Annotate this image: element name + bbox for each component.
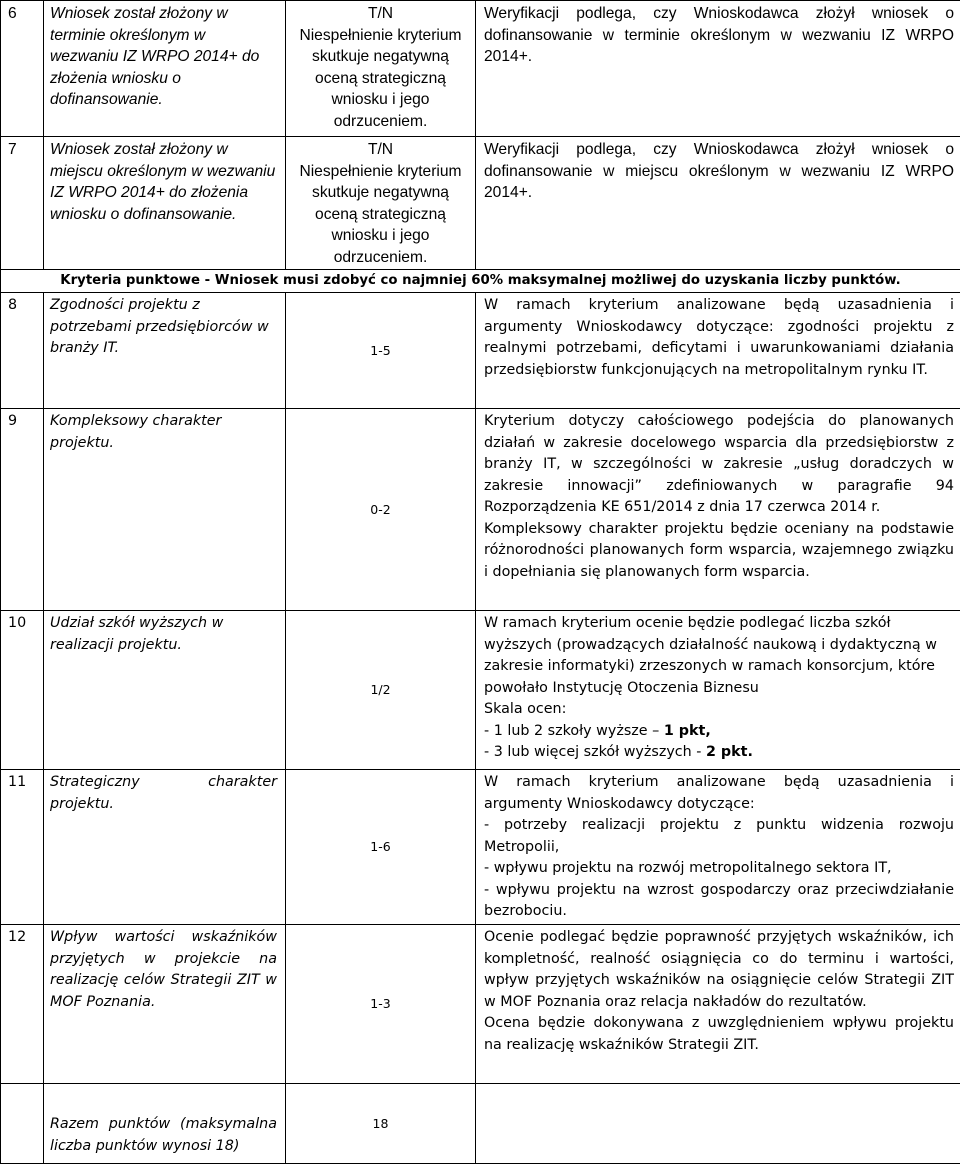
score-value: T/N: [286, 139, 475, 161]
table-row: [1, 137, 960, 270]
criterion-name: Zgodności projektu z potrzebami przedsiębiorców w branży IT.: [44, 293, 286, 409]
criterion-score: [286, 137, 476, 270]
criterion-description: [476, 925, 960, 1084]
description-paragraph: W ramach kryterium analizowane będą uzasadnienia i argumenty Wnioskodawcy dotyczące:: [484, 772, 954, 815]
score-note: Niespełnienie kryterium skutkuje negatywną oceną strategiczną wniosku i jego odrzuceniem.: [286, 25, 475, 133]
criterion-name-text: Wniosek został złożony w miejscu określonym w wezwaniu IZ WRPO 2014+ do złożenia wniosku o dofinansowanie.: [50, 141, 275, 223]
description-bullet: - wpływu projektu na rozwój metropolitalnego sektora IT,: [484, 858, 954, 880]
criterion-description: [476, 611, 960, 770]
criterion-name-word: projektu.: [50, 794, 277, 816]
table-row: [1, 293, 960, 409]
criterion-description: Weryfikacji podlega, czy Wnioskodawca złożył wniosek o dofinansowanie w miejscu określonym w wezwaniu IZ WRPO 2014+.: [476, 137, 960, 270]
criterion-score: 1/2: [286, 611, 476, 770]
description-paragraph: Kryterium dotyczy całościowego podejścia do planowanych działań w zakresie docelowego wsparcia dla przedsiębiorstw z branży IT, w szczególności w zakresie „usług doradczych w zakresie innowacji” zdefiniowanych w paragrafie 94 Rozporządzenia KE 651/2014 z dnia 17 czerwca 2014 r.: [484, 411, 954, 519]
criterion-name-word: charakter: [208, 772, 277, 794]
description-paragraph: Ocena będzie dokonywana z uwzględnieniem wpływu projektu na realizację wskaźników Strategii ZIT.: [484, 1013, 954, 1056]
row-number: 12: [1, 925, 44, 1084]
criterion-name: Kompleksowy charakter projektu.: [44, 409, 286, 611]
row-number: 7: [1, 137, 44, 270]
table-row: [1, 770, 960, 925]
criterion-score: 1-6: [286, 770, 476, 925]
table-row: [1, 611, 960, 770]
scale-item-text: - 1 lub 2 szkoły wyższe –: [484, 723, 664, 739]
scale-item-points: 2 pkt.: [706, 744, 753, 760]
score-note: Niespełnienie kryterium skutkuje negatywną oceną strategiczną wniosku i jego odrzuceniem.: [286, 161, 475, 269]
description-paragraph: W ramach kryterium ocenie będzie podlegać liczba szkół wyższych (prowadzących działalność naukową i dydaktyczną w zakresie informatyki) zrzeszonych w ramach konsorcjum, które powołało Instytucję Otoczenia Biznesu: [484, 613, 954, 699]
description-bullet: - wpływu projektu na wzrost gospodarczy oraz przeciwdziałanie bezrobociu.: [484, 880, 954, 923]
row-number: 9: [1, 409, 44, 611]
criterion-description: Weryfikacji podlega, czy Wnioskodawca złożył wniosek o dofinansowanie w terminie określonym w wezwaniu IZ WRPO 2014+.: [476, 1, 960, 137]
score-value: T/N: [286, 3, 475, 25]
scale-item: [484, 721, 954, 743]
scale-label: Skala ocen:: [484, 699, 954, 721]
description-bullet: - potrzeby realizacji projektu z punktu widzenia rozwoju Metropolii,: [484, 815, 954, 858]
scale-item-text: - 3 lub więcej szkół wyższych -: [484, 744, 706, 760]
criterion-score: 1-5: [286, 293, 476, 409]
empty-cell: [476, 1084, 960, 1164]
criterion-score: 1-3: [286, 925, 476, 1084]
criterion-score: [286, 1, 476, 137]
scale-item: [484, 742, 954, 764]
criterion-name: [44, 1, 286, 137]
total-label: Razem punktów (maksymalna liczba punktów wynosi 18): [44, 1084, 286, 1164]
table-row: [1, 409, 960, 611]
scale-item-points: 1 pkt,: [664, 723, 711, 739]
row-number: 10: [1, 611, 44, 770]
row-number: 8: [1, 293, 44, 409]
row-number: 11: [1, 770, 44, 925]
description-paragraph: Ocenie podlegać będzie poprawność przyjętych wskaźników, ich kompletność, realność osiągnięcia co do terminu i wartości, wpływ przyjętych wskaźników na osiągnięcie celów Strategii ZIT w MOF Poznania oraz relacja nakładów do rezultatów.: [484, 927, 954, 1013]
criterion-name-text: Wniosek został złożony w terminie określonym w wezwaniu IZ WRPO 2014+ do złożenia wniosku o dofinansowanie.: [50, 5, 259, 108]
criterion-description: W ramach kryterium analizowane będą uzasadnienia i argumenty Wnioskodawcy dotyczące: zgodności projektu z realnymi potrzebami, deficytami i uwarunkowaniami działania przedsiębiorstw funkcjonujących na metropolitalnym rynku IT.: [476, 293, 960, 409]
criterion-name: Udział szkół wyższych w realizacji projektu.: [44, 611, 286, 770]
criterion-name-word: Strategiczny: [50, 772, 140, 794]
criterion-name: [44, 770, 286, 925]
criterion-name: [44, 137, 286, 270]
criterion-name-line: [50, 772, 277, 794]
criterion-description: [476, 409, 960, 611]
section-header-row: [1, 270, 960, 293]
table-row: [1, 1, 960, 137]
total-score: 18: [286, 1084, 476, 1164]
section-header: Kryteria punktowe - Wniosek musi zdobyć co najmniej 60% maksymalnej możliwej do uzyskania liczby punktów.: [1, 270, 960, 293]
criterion-description: [476, 770, 960, 925]
row-number: 6: [1, 1, 44, 137]
criterion-name: Wpływ wartości wskaźników przyjętych w projekcie na realizację celów Strategii ZIT w MOF Poznania.: [44, 925, 286, 1084]
criterion-score: 0-2: [286, 409, 476, 611]
total-row: [1, 1084, 960, 1164]
table-row: [1, 925, 960, 1084]
description-paragraph: Kompleksowy charakter projektu będzie oceniany na podstawie różnorodności planowanych form wsparcia, wzajemnego związku i dopełniania się planowanych form wsparcia.: [484, 519, 954, 584]
empty-cell: [1, 1084, 44, 1164]
